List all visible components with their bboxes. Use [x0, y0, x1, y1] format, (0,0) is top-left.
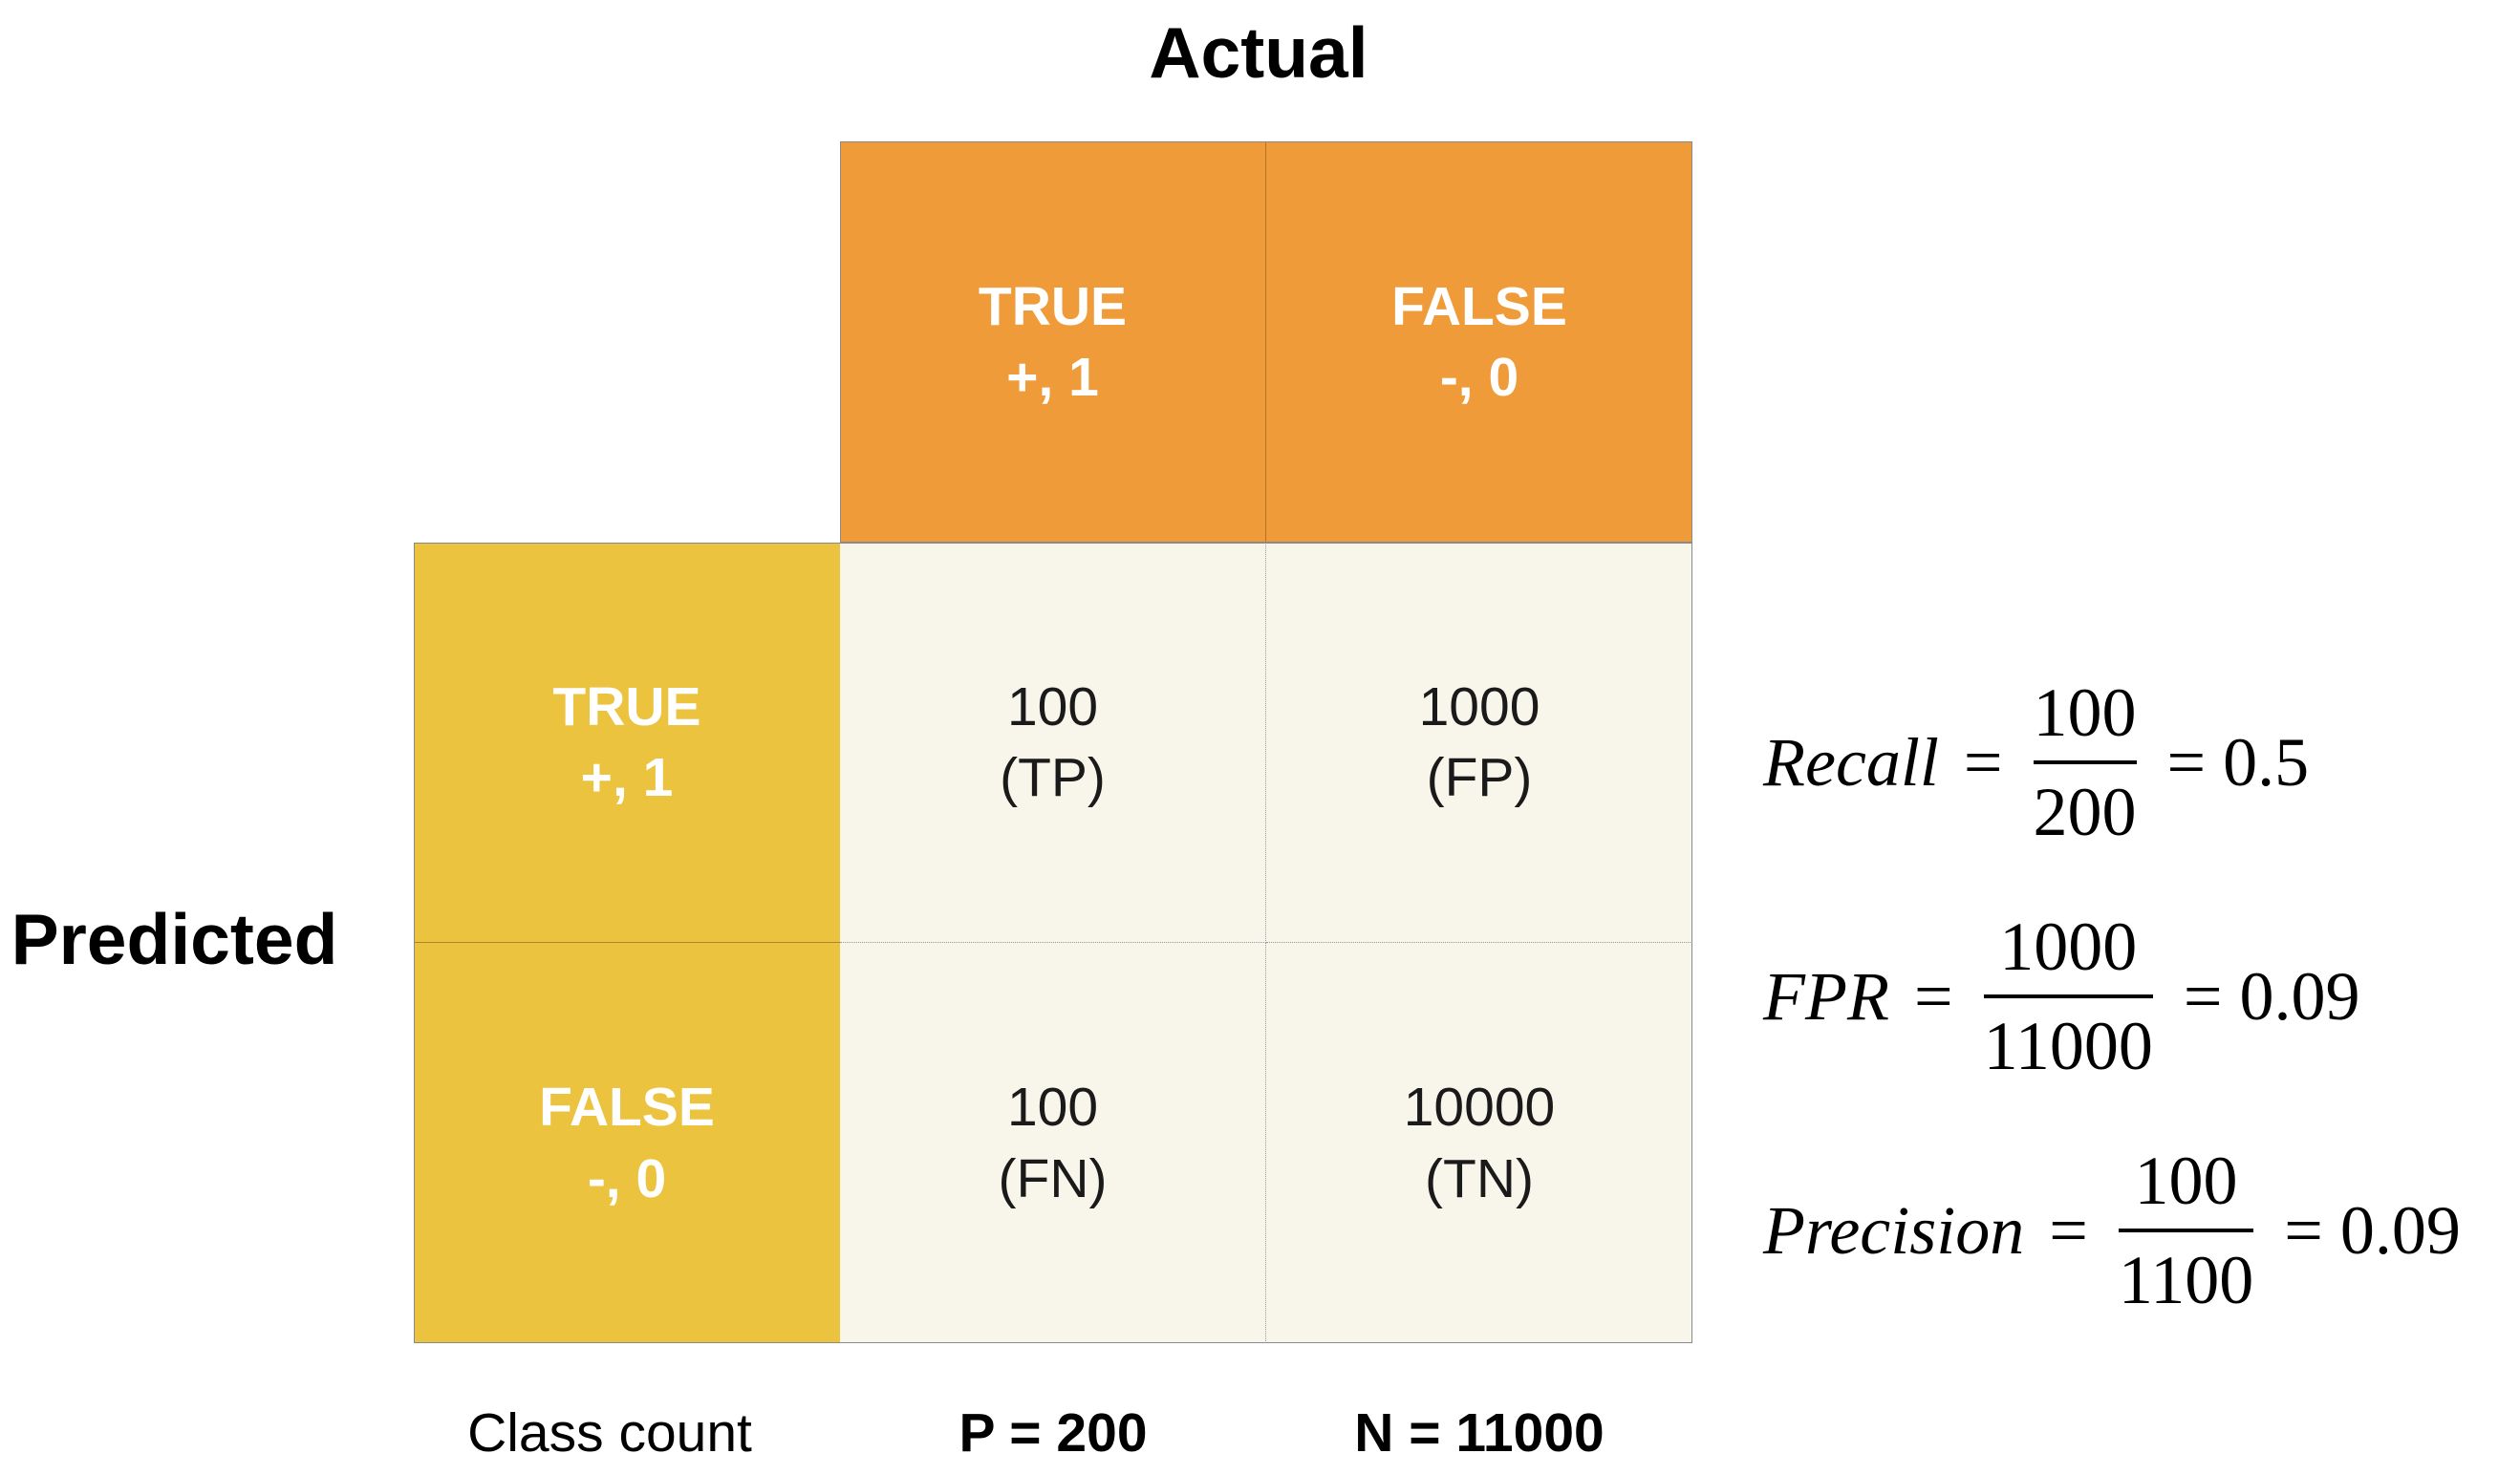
actual-header-true-line1: TRUE	[978, 275, 1128, 337]
fn-label: (FN)	[998, 1147, 1108, 1209]
actual-header-false-line1: FALSE	[1391, 275, 1567, 337]
predicted-header-true-line2: +, 1	[580, 747, 674, 808]
precision-denominator: 1100	[2118, 1242, 2254, 1318]
fn-value: 100	[1006, 1077, 1099, 1139]
actual-header-false-line2: -, 0	[1439, 347, 1519, 408]
recall-formula	[1763, 674, 2310, 850]
class-count-label: Class count	[467, 1402, 752, 1464]
positive-count: P = 200	[958, 1402, 1148, 1464]
predicted-header-false-line1: FALSE	[539, 1077, 715, 1139]
fpr-name: FPR	[1763, 958, 1889, 1035]
fpr-result: = 0.09	[2183, 958, 2360, 1035]
recall-name: Recall	[1763, 724, 1939, 801]
equals-sign: =	[1963, 724, 2003, 801]
actual-header-true-line2: +, 1	[1006, 347, 1099, 408]
equals-sign: =	[2049, 1192, 2088, 1269]
recall-result: = 0.5	[2166, 724, 2310, 801]
fp-value: 1000	[1418, 675, 1540, 738]
actual-header-false	[1266, 141, 1692, 543]
predicted-header-true	[414, 543, 840, 943]
recall-fraction	[2028, 674, 2143, 850]
negative-count: N = 11000	[1354, 1402, 1605, 1464]
recall-numerator: 100	[2033, 674, 2137, 751]
equals-sign: =	[1913, 958, 1953, 1035]
predicted-header-false	[414, 943, 840, 1343]
precision-fraction	[2113, 1143, 2259, 1318]
predicted-header-true-line1: TRUE	[552, 675, 701, 738]
tp-label: (TP)	[1000, 747, 1106, 808]
cell-true-negative	[1266, 943, 1692, 1343]
fpr-formula	[1763, 909, 2360, 1084]
tn-value: 10000	[1403, 1077, 1556, 1139]
fpr-denominator: 11000	[1983, 1008, 2153, 1084]
precision-result: = 0.09	[2284, 1192, 2461, 1269]
actual-title: Actual	[1149, 12, 1368, 93]
fpr-fraction	[1978, 909, 2159, 1084]
confusion-matrix	[414, 141, 1692, 1343]
tn-label: (TN)	[1425, 1147, 1534, 1209]
fp-label: (FP)	[1426, 747, 1533, 808]
predicted-header-false-line2: -, 0	[587, 1147, 667, 1209]
tp-value: 100	[1006, 675, 1099, 738]
cell-false-negative	[840, 943, 1266, 1343]
cell-true-positive	[840, 543, 1266, 943]
actual-header-true	[840, 141, 1266, 543]
precision-numerator: 100	[2134, 1143, 2238, 1219]
fpr-numerator: 1000	[1999, 909, 2138, 985]
predicted-title: Predicted	[11, 899, 338, 979]
recall-denominator: 200	[2033, 774, 2137, 850]
precision-formula	[1763, 1143, 2461, 1318]
precision-name: Precision	[1763, 1192, 2025, 1269]
cell-false-positive	[1266, 543, 1692, 943]
